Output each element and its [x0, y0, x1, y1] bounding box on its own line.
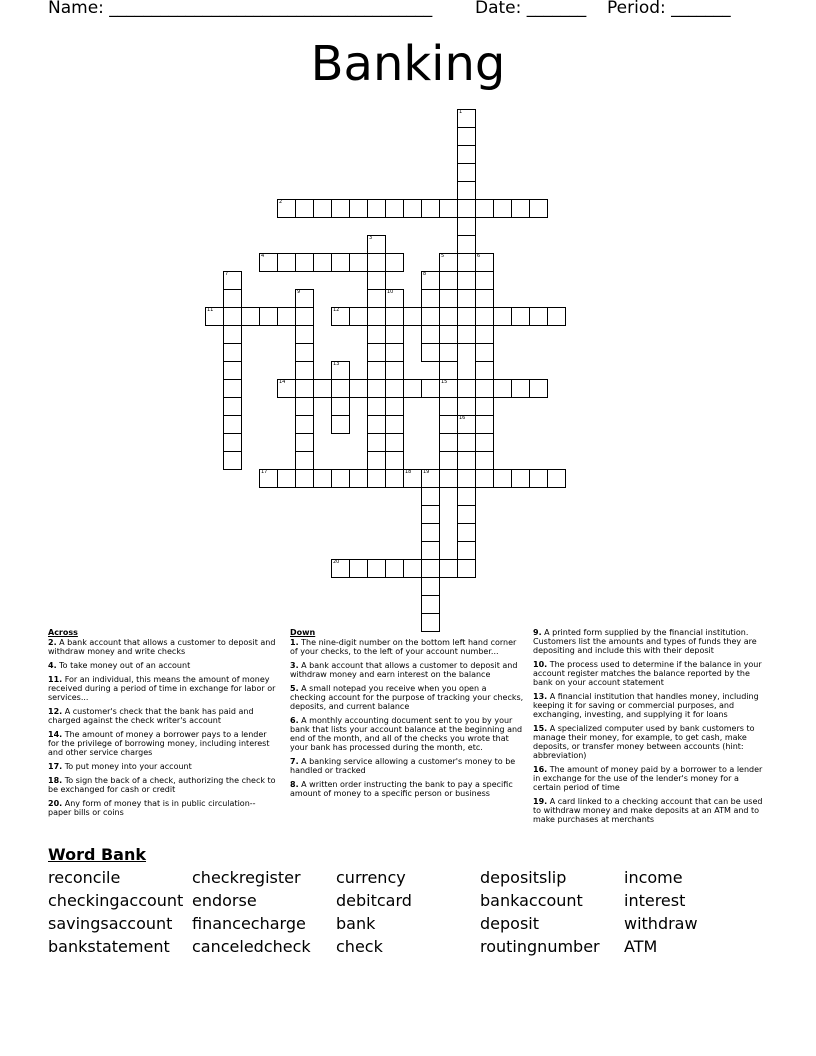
crossword-cell[interactable]	[439, 199, 458, 218]
word-bank-column	[624, 866, 698, 958]
crossword-cell[interactable]	[367, 559, 386, 578]
clue-number: 1.	[290, 638, 299, 647]
crossword-cell[interactable]	[457, 235, 476, 254]
clue	[48, 799, 276, 817]
crossword-cell[interactable]	[223, 307, 242, 326]
clue-text: A specialized computer used by bank customers to manage their money, for example, to get cash, make deposits, or transfer money between accounts (hint: abbreviation)	[533, 724, 755, 760]
crossword-cell[interactable]	[439, 469, 458, 488]
crossword-cell[interactable]	[385, 325, 404, 344]
crossword-cell[interactable]	[313, 199, 332, 218]
crossword-cell[interactable]	[259, 307, 278, 326]
clue-number: 14.	[48, 730, 63, 739]
clue	[533, 660, 765, 687]
crossword-cell[interactable]	[295, 307, 314, 326]
word-bank-column	[48, 866, 183, 958]
crossword-cell[interactable]	[223, 397, 242, 416]
date-label: Date: _______	[475, 0, 587, 18]
crossword-cell[interactable]	[457, 523, 476, 542]
crossword-cell[interactable]	[403, 307, 422, 326]
crossword-cell[interactable]	[223, 433, 242, 452]
crossword-cell[interactable]	[493, 469, 512, 488]
crossword-cell[interactable]	[493, 199, 512, 218]
word-bank-title: Word Bank	[48, 845, 147, 864]
crossword-cell[interactable]	[295, 415, 314, 434]
crossword-cell[interactable]	[439, 289, 458, 308]
crossword-cell[interactable]	[385, 253, 404, 272]
crossword-cell[interactable]	[421, 307, 440, 326]
crossword-cell[interactable]	[457, 433, 476, 452]
clue-number: 8.	[290, 780, 299, 789]
down-heading: Down	[290, 628, 316, 637]
clue-number: 19.	[533, 797, 548, 806]
crossword-cell[interactable]	[277, 469, 296, 488]
crossword-cell[interactable]	[529, 469, 548, 488]
crossword-cell[interactable]	[421, 343, 440, 362]
crossword-cell[interactable]	[313, 469, 332, 488]
crossword-cell[interactable]	[331, 397, 350, 416]
crossword-cell[interactable]	[421, 541, 440, 560]
clue-text: A card linked to a checking account that can be used to withdraw money and make deposits at an ATM and to make purchases at merchants	[533, 797, 763, 824]
clue	[48, 730, 276, 757]
crossword-cell[interactable]	[277, 199, 296, 218]
crossword-cell[interactable]	[475, 343, 494, 362]
clue-number: 10	[387, 289, 394, 295]
clue-number: 18.	[48, 776, 63, 785]
crossword-cell[interactable]	[421, 487, 440, 506]
clue-text: The amount of money paid by a borrower to a lender in exchange for the use of the lender's money for a certain period of time	[533, 765, 763, 792]
clue-number: 9.	[533, 628, 542, 637]
crossword-cell[interactable]	[475, 451, 494, 470]
word-bank-word: routingnumber	[480, 937, 600, 956]
page-title: Banking	[310, 36, 506, 92]
crossword-cell[interactable]	[367, 379, 386, 398]
crossword-cell[interactable]	[295, 289, 314, 308]
crossword-cell[interactable]	[331, 199, 350, 218]
crossword-cell[interactable]	[457, 307, 476, 326]
clue-number: 7	[225, 271, 229, 277]
crossword-cell[interactable]	[385, 451, 404, 470]
crossword-cell[interactable]	[511, 199, 530, 218]
clue-number: 12	[333, 307, 340, 313]
clue	[290, 638, 524, 656]
clue	[290, 780, 524, 798]
crossword-cell[interactable]	[421, 559, 440, 578]
crossword-cell[interactable]	[295, 451, 314, 470]
clue-text: A bank account that allows a customer to deposit and withdraw money and earn interest on the balance	[290, 661, 518, 679]
crossword-cell[interactable]	[493, 307, 512, 326]
crossword-cell[interactable]	[457, 253, 476, 272]
word-bank-word: ATM	[624, 937, 658, 956]
crossword-cell[interactable]	[457, 379, 476, 398]
word-bank-word: financecharge	[192, 914, 306, 933]
crossword-cell[interactable]	[367, 253, 386, 272]
clue-number: 16	[459, 415, 466, 421]
word-bank-column	[480, 866, 600, 958]
clue	[290, 757, 524, 775]
crossword-cell[interactable]	[493, 379, 512, 398]
clue-text: The amount of money a borrower pays to a lender for the privilege of borrowing money, including interest and other service charges	[48, 730, 270, 757]
clue	[533, 692, 765, 719]
crossword-cell[interactable]	[403, 469, 422, 488]
crossword-cell[interactable]	[457, 451, 476, 470]
clue-number: 14	[279, 379, 286, 385]
crossword-cell[interactable]	[349, 559, 368, 578]
crossword-cell[interactable]	[439, 451, 458, 470]
clue-text: A bank account that allows a customer to deposit and withdraw money and write checks	[48, 638, 276, 656]
clue-number: 1	[459, 109, 463, 115]
clue-number: 4.	[48, 661, 57, 670]
crossword-cell[interactable]	[421, 469, 440, 488]
clue	[48, 762, 276, 771]
clue-number: 5.	[290, 684, 299, 693]
clue-number: 3	[369, 235, 373, 241]
crossword-cell[interactable]	[331, 415, 350, 434]
word-bank-word: canceledcheck	[192, 937, 311, 956]
crossword-cell[interactable]	[439, 253, 458, 272]
clue	[533, 724, 765, 760]
clue	[533, 628, 765, 655]
clue-number: 2.	[48, 638, 57, 647]
word-bank-word: savingsaccount	[48, 914, 173, 933]
crossword-cell[interactable]	[367, 451, 386, 470]
clue-number: 11	[207, 307, 214, 313]
crossword-cell[interactable]	[259, 253, 278, 272]
crossword-cell[interactable]	[457, 487, 476, 506]
crossword-cell[interactable]	[385, 433, 404, 452]
crossword-cell[interactable]	[385, 307, 404, 326]
clue	[48, 661, 276, 670]
down-clues-continued	[533, 628, 765, 829]
clue-number: 15	[441, 379, 448, 385]
clue	[533, 797, 765, 824]
word-bank-word: withdraw	[624, 914, 698, 933]
crossword-cell[interactable]	[529, 199, 548, 218]
crossword-cell[interactable]	[439, 325, 458, 344]
word-bank-word: interest	[624, 891, 686, 910]
crossword-cell[interactable]	[223, 325, 242, 344]
crossword-cell[interactable]	[367, 469, 386, 488]
crossword-cell[interactable]	[457, 415, 476, 434]
crossword-cell[interactable]	[475, 415, 494, 434]
crossword-cell[interactable]	[457, 271, 476, 290]
crossword-cell[interactable]	[385, 415, 404, 434]
clue	[48, 707, 276, 725]
clue-number: 16.	[533, 765, 548, 774]
crossword-cell[interactable]	[403, 379, 422, 398]
crossword-cell[interactable]	[475, 469, 494, 488]
crossword-cell[interactable]	[457, 163, 476, 182]
clue-number: 13.	[533, 692, 548, 701]
clue-number: 2	[279, 199, 283, 205]
clue-text: To take money out of an account	[56, 661, 191, 670]
clue-text: A customer's check that the bank has paid and charged against the check writer's account	[48, 707, 254, 725]
crossword-cell[interactable]	[223, 361, 242, 380]
clue-number: 5	[441, 253, 445, 259]
clue-number: 6.	[290, 716, 299, 725]
clue-number: 12.	[48, 707, 63, 716]
crossword-cell[interactable]	[349, 469, 368, 488]
clue	[533, 765, 765, 792]
crossword-cell[interactable]	[457, 289, 476, 308]
crossword-cell[interactable]	[529, 307, 548, 326]
clue-number: 17	[261, 469, 268, 475]
crossword-cell[interactable]	[439, 559, 458, 578]
clue-number: 8	[423, 271, 427, 277]
crossword-cell[interactable]	[529, 379, 548, 398]
across-clues	[48, 628, 276, 822]
clue-text: A monthly accounting document sent to you by your bank that lists your account balance at the beginning and end of the month, and all of the checks you wrote that your bank has processed during the month, etc.	[290, 716, 523, 752]
crossword-cell[interactable]	[367, 433, 386, 452]
word-bank-word: income	[624, 868, 683, 887]
crossword-cell[interactable]	[331, 361, 350, 380]
crossword-cell[interactable]	[475, 397, 494, 416]
clue-number: 7.	[290, 757, 299, 766]
crossword-cell[interactable]	[457, 109, 476, 128]
crossword-cell[interactable]	[313, 253, 332, 272]
word-bank-column	[336, 866, 412, 958]
clue-number: 9	[297, 289, 301, 295]
crossword-cell[interactable]	[385, 469, 404, 488]
crossword-cell[interactable]	[421, 199, 440, 218]
clue-text: To put money into your account	[62, 762, 192, 771]
name-label: Name: ______________________________________	[48, 0, 433, 18]
clue-number: 10.	[533, 660, 548, 669]
clue-text: A banking service allowing a customer's money to be handled or tracked	[290, 757, 516, 775]
crossword-cell[interactable]	[439, 271, 458, 290]
clue-number: 17.	[48, 762, 63, 771]
crossword-cell[interactable]	[295, 397, 314, 416]
word-bank-word: endorse	[192, 891, 257, 910]
crossword-cell[interactable]	[475, 271, 494, 290]
crossword-cell[interactable]	[367, 199, 386, 218]
crossword-cell[interactable]	[547, 469, 566, 488]
crossword-cell[interactable]	[385, 397, 404, 416]
word-bank-word: bankaccount	[480, 891, 583, 910]
clue	[290, 716, 524, 752]
clue-number: 11.	[48, 675, 63, 684]
word-bank-word: check	[336, 937, 383, 956]
clue-number: 3.	[290, 661, 299, 670]
clue-number: 20	[333, 559, 340, 565]
crossword-cell[interactable]	[421, 325, 440, 344]
crossword-cell[interactable]	[385, 559, 404, 578]
down-clues	[290, 628, 524, 803]
clue-number: 15.	[533, 724, 548, 733]
clue-number: 19	[423, 469, 430, 475]
word-bank-word: reconcile	[48, 868, 121, 887]
word-bank-word: bankstatement	[48, 937, 170, 956]
clue-text: A financial institution that handles money, including keeping it for saving or commercial purposes, and exchanging, investing, and supplying it for loans	[533, 692, 759, 719]
crossword-cell[interactable]	[367, 415, 386, 434]
crossword-cell[interactable]	[511, 469, 530, 488]
crossword-cell[interactable]	[223, 451, 242, 470]
clue-number: 20.	[48, 799, 63, 808]
crossword-cell[interactable]	[313, 379, 332, 398]
crossword-cell[interactable]	[295, 343, 314, 362]
crossword-cell[interactable]	[475, 433, 494, 452]
crossword-cell[interactable]	[223, 379, 242, 398]
crossword-cell[interactable]	[403, 199, 422, 218]
crossword-cell[interactable]	[475, 199, 494, 218]
crossword-cell[interactable]	[349, 253, 368, 272]
crossword-cell[interactable]	[277, 379, 296, 398]
crossword-cell[interactable]	[511, 307, 530, 326]
crossword-cell[interactable]	[511, 379, 530, 398]
crossword-cell[interactable]	[385, 343, 404, 362]
crossword-cell[interactable]	[385, 289, 404, 308]
word-bank-column	[192, 866, 311, 958]
crossword-cell[interactable]	[331, 469, 350, 488]
crossword-cell[interactable]	[421, 577, 440, 596]
word-bank-word: checkingaccount	[48, 891, 184, 910]
crossword-cell[interactable]	[475, 289, 494, 308]
clue	[48, 638, 276, 656]
crossword-cell[interactable]	[457, 181, 476, 200]
crossword-cell[interactable]	[259, 469, 278, 488]
crossword-cell[interactable]	[475, 307, 494, 326]
crossword-cell[interactable]	[457, 505, 476, 524]
clue-text: To sign the back of a check, authorizing the check to be exchanged for cash or credit	[48, 776, 276, 794]
clue-number: 18	[405, 469, 412, 475]
clue-text: A printed form supplied by the financial institution. Customers list the amounts and types of funds they are depositing and include this with their deposit	[533, 628, 757, 655]
clue	[48, 675, 276, 702]
crossword-cell[interactable]	[367, 361, 386, 380]
crossword-cell[interactable]	[385, 199, 404, 218]
clue-text: Any form of money that is in public circulation--paper bills or coins	[48, 799, 256, 817]
crossword-cell[interactable]	[421, 289, 440, 308]
crossword-cell[interactable]	[331, 559, 350, 578]
crossword-cell[interactable]	[349, 307, 368, 326]
crossword-cell[interactable]	[475, 325, 494, 344]
crossword-cell[interactable]	[367, 343, 386, 362]
clue	[290, 661, 524, 679]
across-heading: Across	[48, 628, 78, 637]
clue-text: A written order instructing the bank to pay a specific amount of money to a specific person or business	[290, 780, 513, 798]
crossword-cell[interactable]	[457, 559, 476, 578]
clue	[48, 776, 276, 794]
word-bank-word: depositslip	[480, 868, 567, 887]
crossword-cell[interactable]	[439, 361, 458, 380]
crossword-cell[interactable]	[331, 307, 350, 326]
crossword-cell[interactable]	[241, 307, 260, 326]
crossword-cell[interactable]	[457, 199, 476, 218]
crossword-cell[interactable]	[295, 379, 314, 398]
crossword-cell[interactable]	[367, 235, 386, 254]
crossword-cell[interactable]	[547, 307, 566, 326]
clue-text: A small notepad you receive when you open a checking account for the purpose of tracking your checks, deposits, and current balance	[290, 684, 524, 711]
crossword-cell[interactable]	[457, 325, 476, 344]
crossword-cell[interactable]	[295, 361, 314, 380]
clue-text: For an individual, this means the amount of money received during a period of time in exchange for labor or services...	[48, 675, 276, 702]
crossword-cell[interactable]	[277, 307, 296, 326]
crossword-cell[interactable]	[457, 541, 476, 560]
clue-number: 4	[261, 253, 265, 259]
crossword-cell[interactable]	[367, 307, 386, 326]
crossword-cell[interactable]	[457, 127, 476, 146]
crossword-cell[interactable]	[223, 289, 242, 308]
crossword-cell[interactable]	[295, 325, 314, 344]
crossword-cell[interactable]	[205, 307, 224, 326]
crossword-cell[interactable]	[457, 217, 476, 236]
word-bank-word: checkregister	[192, 868, 301, 887]
crossword-cell[interactable]	[403, 559, 422, 578]
crossword-cell[interactable]	[349, 199, 368, 218]
crossword-cell[interactable]	[277, 253, 296, 272]
word-bank-word: debitcard	[336, 891, 412, 910]
crossword-cell[interactable]	[295, 199, 314, 218]
crossword-cell[interactable]	[295, 253, 314, 272]
crossword-cell[interactable]	[457, 469, 476, 488]
crossword-cell[interactable]	[439, 343, 458, 362]
crossword-cell[interactable]	[349, 379, 368, 398]
crossword-cell[interactable]	[475, 253, 494, 272]
crossword-cell[interactable]	[331, 379, 350, 398]
crossword-cell[interactable]	[421, 271, 440, 290]
crossword-cell[interactable]	[367, 397, 386, 416]
clue-text: The process used to determine if the balance in your account register matches the balance reported by the bank on your account statement	[533, 660, 762, 687]
clue-number: 6	[477, 253, 481, 259]
crossword-cell[interactable]	[421, 505, 440, 524]
crossword-cell[interactable]	[439, 307, 458, 326]
crossword-cell[interactable]	[421, 595, 440, 614]
crossword-cell[interactable]	[295, 433, 314, 452]
clue-number: 13	[333, 361, 340, 367]
word-bank-word: deposit	[480, 914, 539, 933]
crossword-cell[interactable]	[475, 361, 494, 380]
crossword-cell[interactable]	[475, 379, 494, 398]
crossword-cell[interactable]	[439, 415, 458, 434]
crossword-cell[interactable]	[439, 397, 458, 416]
crossword-cell[interactable]	[421, 379, 440, 398]
crossword-cell[interactable]	[223, 415, 242, 434]
crossword-cell[interactable]	[223, 271, 242, 290]
clue	[290, 684, 524, 711]
crossword-cell[interactable]	[439, 379, 458, 398]
crossword-cell[interactable]	[439, 433, 458, 452]
word-bank-word: currency	[336, 868, 406, 887]
crossword-cell[interactable]	[421, 523, 440, 542]
crossword-cell[interactable]	[385, 379, 404, 398]
crossword-cell[interactable]	[367, 325, 386, 344]
crossword-cell[interactable]	[331, 253, 350, 272]
crossword-cell[interactable]	[295, 469, 314, 488]
crossword-cell[interactable]	[457, 145, 476, 164]
period-label: Period: _______	[607, 0, 731, 18]
crossword-cell[interactable]	[367, 289, 386, 308]
crossword-cell[interactable]	[367, 271, 386, 290]
clue-text: The nine-digit number on the bottom left hand corner of your checks, to the left of your account number...	[290, 638, 517, 656]
crossword-cell[interactable]	[223, 343, 242, 362]
word-bank-word: bank	[336, 914, 376, 933]
crossword-cell[interactable]	[385, 361, 404, 380]
